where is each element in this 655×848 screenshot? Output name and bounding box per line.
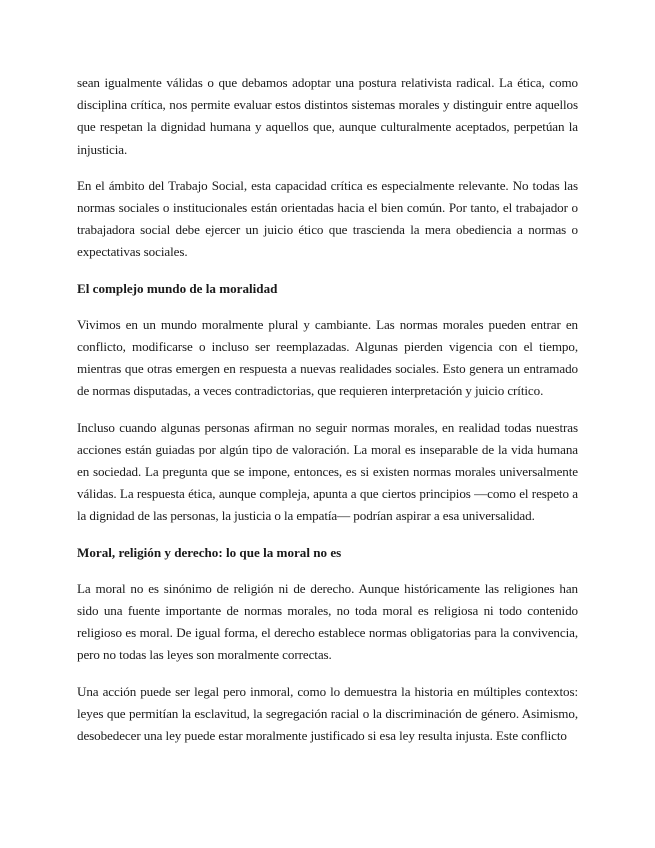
- paragraph: Vivimos en un mundo moralmente plural y cambiante. Las normas morales pueden entrar en conflicto, modificarse o incluso ser reemplazadas. Algunas pierden vigencia con el tiempo, mientras que otras emergen en respuesta a nuevas realidades sociales. Esto genera un entramado de normas disputadas, a veces contradictorias, que requieren interpretación y juicio crítico.: [77, 316, 578, 399]
- paragraph: En el ámbito del Trabajo Social, esta capacidad crítica es especialmente relevante. No todas las normas sociales o institucionales están orientadas hacia el bien común. Por tanto, el trabajador o trabajadora social debe ejercer un juicio ético que trascienda la mera obediencia a normas o expectativas sociales.: [77, 177, 578, 260]
- paragraph: Incluso cuando algunas personas afirman no seguir normas morales, en realidad todas nuestras acciones están guiadas por algún tipo de valoración. La moral es inseparable de la vida humana en sociedad. La pregunta que se impone, entonces, es si existen normas morales universalmente válidas. La respuesta ética, aunque compleja, apunta a que ciertos principios —como el respeto a la dignidad de las personas, la justicia o la empatía— podrían aspirar a esa universalidad.: [77, 419, 578, 524]
- section-heading: Moral, religión y derecho: lo que la moral no es: [77, 544, 342, 560]
- paragraph: Una acción puede ser legal pero inmoral, como lo demuestra la historia en múltiples contextos: leyes que permitían la esclavitud, la segregación racial o la discriminación de género. Asimismo, desobedecer una ley puede estar moralmente justificado si esa ley resulta injusta. Este conflicto: [77, 683, 578, 744]
- paragraph: sean igualmente válidas o que debamos adoptar una postura relativista radical. La ética, como disciplina crítica, nos permite evaluar estos distintos sistemas morales y distinguir entre aquellos que respetan la dignidad humana y aquellos que, aunque culturalmente aceptados, perpetúan la injusticia.: [77, 75, 578, 157]
- section-heading: El complejo mundo de la moralidad: [77, 280, 278, 296]
- paragraph: La moral no es sinónimo de religión ni de derecho. Aunque históricamente las religiones han sido una fuente importante de normas morales, no toda moral es religiosa ni todo contenido religioso es moral. De igual forma, el derecho establece normas obligatorias para la convivencia, pero no todas las leyes son moralmente correctas.: [77, 580, 578, 663]
- document-page: [77, 72, 578, 747]
